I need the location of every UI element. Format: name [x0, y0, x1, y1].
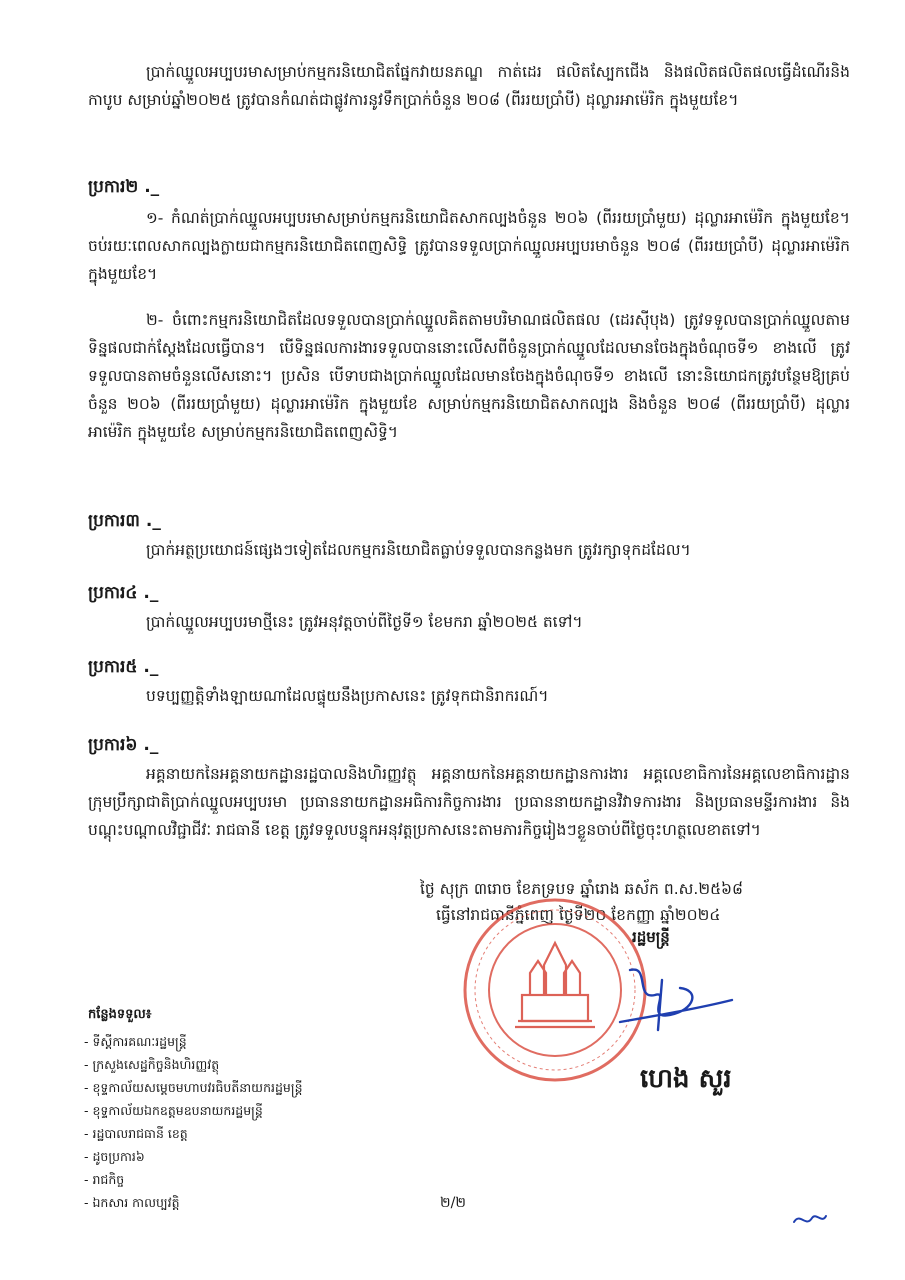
article-4-heading: ប្រការ៤ ._ [88, 583, 159, 603]
recipients-list [84, 1030, 303, 1214]
intro-paragraph: ប្រាក់ឈ្នួលអប្បបរមាសម្រាប់កម្មករនិយោជិតផ្នែកវាយនភណ្ឌ កាត់ដេរ ផលិតស្បែកជើង និងផលិតផលិតផលធ្វើដំណើរនិងកាបូប សម្រាប់ឆ្នាំ២០២៥ ត្រូវបានកំណត់ជាផ្លូវការនូវទឹកប្រាក់ចំនួន ២០៨ (ពីររយប្រាំបី) ដុល្លារអាម៉េរិក ក្នុងមួយខែ។ [88, 63, 850, 109]
article-2-point-2: ២- ចំពោះកម្មករនិយោជិតដែលទទួលបានប្រាក់ឈ្នួលគិតតាមបរិមាណផលិតផល (ដេរស៊ីបុង) ត្រូវទទួលបានប្រាក់ឈ្នួលតាមទិន្នផលជាក់ស្តែងដែលធ្វើបាន។ បើទិន្នផលការងារទទួលបាននោះលើសពីចំនួនប្រាក់ឈ្នួលដែលមានចែងក្នុងចំណុចទី១ ខាងលើ ត្រូវទទួលបានតាមចំនួនលើសនោះ។ ប្រសិន បើទាបជាងប្រាក់ឈ្នួលដែលមានចែងក្នុងចំណុចទី១ ខាងលើ នោះនិយោជកត្រូវបន្ថែមឱ្យគ្រប់ចំនួន ២០៦ (ពីររយប្រាំមួយ) ដុល្លារអាម៉េរិក ក្នុងមួយខែ សម្រាប់កម្មករនិយោជិតសាកល្បង និងចំនួន ២០៨ (ពីររយប្រាំបី) ដុល្លារអាម៉េរិក ក្នុងមួយខែ សម្រាប់កម្មករនិយោជិតពេញសិទ្ធិ។ [88, 311, 850, 441]
article-6-paragraph: អគ្គនាយកនៃអគ្គនាយកដ្ឋានរដ្ឋបាលនិងហិរញ្ញវត្ថុ អគ្គនាយកនៃអគ្គនាយកដ្ឋានការងារ អគ្គលេខាធិការនៃអគ្គលេខាធិការដ្ឋានក្រុមប្រឹក្សាជាតិប្រាក់ឈ្នួលអប្បបរមា ប្រធាននាយកដ្ឋានអធិការកិច្ចការងារ ប្រធាននាយកដ្ឋានវិវាទការងារ និងប្រធានមន្ទីរការងារ និងបណ្តុះបណ្តាលវិជ្ជាជីវៈ រាជធានី ខេត្ត ត្រូវទទួលបន្ទុកអនុវត្តប្រកាសនេះតាមភារកិច្ចរៀងៗខ្លួនចាប់ពីថ្ងៃចុះហត្ថលេខាតទៅ។ [88, 765, 850, 839]
page-number: ២/២ [440, 1195, 466, 1211]
article-5-heading: ប្រការ៥ ._ [88, 657, 159, 677]
minister-title: រដ្ឋមន្ត្រី [632, 928, 670, 946]
recipient-item: - រាជកិច្ច [84, 1172, 125, 1187]
solar-date: ធ្វើនៅរាជធានីភ្នំពេញ ថ្ងៃទី២០ ខែកញ្ញា ឆ្នាំ២០២៤ [436, 906, 721, 924]
article-3-paragraph: ប្រាក់អត្ថប្រយោជន៍ផ្សេងៗទៀតដែលកម្មករនិយោជិតធ្លាប់ទទួលបានកន្លងមក ត្រូវរក្សាទុកដដែល។ [146, 541, 691, 559]
recipient-item: - ដូចប្រការ៦ [84, 1149, 145, 1164]
article-3-heading: ប្រការ៣ ._ [88, 511, 161, 531]
minister-name: ហេង សួរ [640, 1064, 732, 1094]
article-2-point-1: ១- កំណត់ប្រាក់ឈ្នួលអប្បបរមាសម្រាប់កម្មករនិយោជិតសាកល្បងចំនួន ២០៦ (ពីររយប្រាំមួយ) ដុល្លារអាម៉េរិក ក្នុងមួយខែ។ ចប់រយៈពេលសាកល្បងក្លាយជាកម្មករនិយោជិតពេញសិទ្ធិ ត្រូវបានទទួលប្រាក់ឈ្នួលអប្បបរមាចំនួន ២០៨ (ពីររយប្រាំបី) ដុល្លារអាម៉េរិក ក្នុងមួយខែ។ [88, 209, 850, 283]
recipient-item: - ឯកសារ កាលប្បវត្តិ [84, 1195, 180, 1210]
lunar-date: ថ្ងៃ សុក្រ ៣រោច ខែភទ្របទ ឆ្នាំរោង ឆស័ក ព.ស.២៥៦៨ [420, 880, 744, 898]
recipients-title: កន្លែងទទួល៖ [88, 1007, 152, 1022]
article-5-paragraph: បទប្បញ្ញត្តិទាំងឡាយណាដែលផ្ទុយនឹងប្រកាសនេះ ត្រូវទុកជានិរាករណ៍។ [146, 687, 549, 705]
recipient-item: - រដ្ឋបាលរាជធានី ខេត្ត [84, 1126, 188, 1141]
article-2-heading: ប្រការ២ ._ [88, 177, 160, 197]
recipient-item: - ខុទ្ទកាល័យឯកឧត្តមឧបនាយករដ្ឋមន្ត្រី [84, 1103, 263, 1118]
initial-mark [790, 1208, 830, 1232]
signature-mark [600, 960, 740, 1050]
recipient-item: - ទីស្តីការគណៈរដ្ឋមន្ត្រី [84, 1034, 187, 1049]
article-6-heading: ប្រការ៦ ._ [88, 735, 159, 755]
recipient-item: - ក្រសួងសេដ្ឋកិច្ចនិងហិរញ្ញវត្ថុ [84, 1057, 220, 1072]
recipient-item: - ខុទ្ទកាល័យសម្តេចមហាបវរធិបតីនាយករដ្ឋមន្ត្រី [84, 1080, 303, 1095]
article-4-paragraph: ប្រាក់ឈ្នួលអប្បបរមាថ្មីនេះ ត្រូវអនុវត្តចាប់ពីថ្ងៃទី១ ខែមករា ឆ្នាំ២០២៥ តទៅ។ [146, 613, 583, 631]
